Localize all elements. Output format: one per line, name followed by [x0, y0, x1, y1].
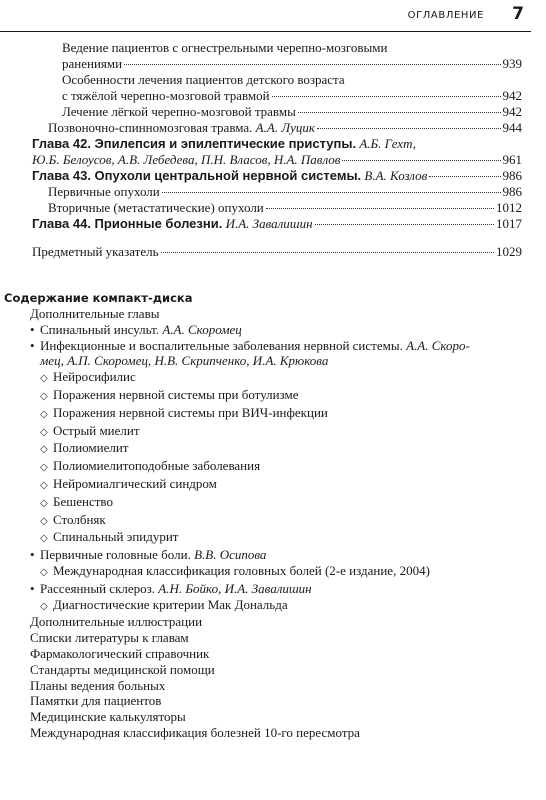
cd-subitem: ◇ Столбняк — [30, 512, 530, 530]
cd-contents-list — [30, 306, 530, 741]
cd-subitem: ◇ Спинальный эпидурит — [30, 529, 530, 547]
cd-tail-item: Списки литературы к главам — [30, 630, 189, 646]
cd-item-stroke: • Спинальный инсульт. А.А. Скоромец — [30, 321, 242, 337]
toc-entry-index — [32, 244, 522, 260]
chapter-title: Глава 44. Прионные болезни. — [32, 216, 223, 231]
toc-entry-text: Первичные опухоли — [48, 184, 160, 199]
toc-page-number: 1012 — [496, 200, 522, 215]
diamond-bullet-icon: ◇ — [40, 566, 48, 578]
header-rule — [0, 31, 531, 32]
cd-subitem: ◇ Диагностические критерии Мак Дональда — [30, 597, 530, 615]
toc-entry-secondary — [32, 200, 522, 216]
toc-page-number: 942 — [502, 104, 522, 119]
cd-tail-item: Международная классификация болезней 10-го пересмотра — [30, 724, 360, 740]
leader-dots — [124, 64, 500, 65]
leader-dots — [161, 252, 494, 253]
cd-tail-item: Планы ведения больных — [30, 677, 166, 693]
leader-dots — [272, 96, 501, 97]
diamond-bullet-icon: ◇ — [40, 390, 48, 402]
toc-page-number: 944 — [502, 120, 522, 135]
toc-entry-text: Лечение лёгкой черепно-мозговой травмы — [62, 104, 296, 119]
cd-item-ms: • Рассеянный склероз. А.Н. Бойко, И.А. Завалишин — [30, 580, 312, 596]
running-header-label: ОГЛАВЛЕНИЕ — [407, 10, 484, 21]
diamond-bullet-icon: ◇ — [40, 373, 48, 385]
cd-subitem: ◇ Поражения нервной системы при ВИЧ-инфекции — [30, 405, 530, 423]
diamond-bullet-icon: ◇ — [40, 462, 48, 474]
cd-subitem: ◇ Полиомиелит — [30, 440, 530, 458]
cd-author: А.А. Скоромец — [162, 321, 242, 337]
cd-author: А.Н. Бойко, И.А. Завалишин — [158, 580, 312, 596]
leader-dots — [429, 176, 500, 177]
cd-item-headache: • Первичные головные боли. В.В. Осипова — [30, 547, 267, 563]
toc-chapter-43 — [32, 168, 522, 184]
cd-author: В.В. Осипова — [194, 547, 267, 563]
cd-contents-heading: Содержание компакт-диска — [4, 291, 193, 305]
toc-entry-gunshot — [32, 40, 522, 72]
toc-page-number: 986 — [502, 168, 522, 183]
cd-author: А.А. Скоро- — [406, 337, 470, 353]
toc-author: В.А. Козлов — [364, 168, 428, 183]
toc-entry-spinal — [32, 120, 522, 136]
toc-page-number: 939 — [502, 56, 522, 71]
bullet-icon: • — [30, 547, 35, 563]
diamond-bullet-icon: ◇ — [40, 444, 48, 456]
toc-entry-text: Предметный указатель — [32, 244, 159, 259]
toc-entry-gunshot-line2: ранениями — [62, 56, 123, 71]
cd-subitem: ◇ Острый миелит — [30, 423, 530, 441]
cd-authors-continued: мец, А.П. Скоромец, Н.В. Скрипченко, И.А. Крюкова — [40, 353, 329, 369]
diamond-bullet-icon: ◇ — [40, 515, 48, 527]
toc-entry-primary — [32, 184, 522, 200]
chapter-title: Глава 43. Опухоли центральной нервной системы. — [32, 168, 362, 183]
cd-tail-item: Дополнительные иллюстрации — [30, 614, 203, 630]
toc-chapter-44 — [32, 216, 522, 232]
bullet-icon: • — [30, 321, 35, 337]
cd-subitem: ◇ Нейросифилис — [30, 369, 530, 387]
toc-entry-child-line2: с тяжёлой черепно-мозговой травмой — [62, 88, 270, 103]
leader-dots — [266, 208, 494, 209]
cd-subitem: ◇ Поражения нервной системы при ботулизме — [30, 387, 530, 405]
bullet-icon: • — [30, 337, 35, 353]
bullet-icon: • — [30, 580, 35, 596]
cd-item-infections: • Инфекционные и воспалительные заболевания нервной системы. А.А. Скоро- — [30, 337, 470, 353]
toc-page-number: 986 — [502, 184, 522, 199]
cd-subitem: ◇ Полиомиелитоподобные заболевания — [30, 458, 530, 476]
cd-subitem: ◇ Бешенство — [30, 494, 530, 512]
diamond-bullet-icon: ◇ — [40, 600, 48, 612]
leader-dots — [342, 160, 500, 161]
cd-subitem: ◇ Международная классификация головных болей (2-е издание, 2004) — [30, 563, 530, 581]
toc-chapter-42 — [32, 136, 522, 168]
toc-authors: Ю.Б. Белоусов, А.В. Лебедева, П.Н. Власов, Н.А. Павлов — [32, 152, 341, 167]
page-number: 7 — [512, 4, 524, 24]
toc-entry-child — [32, 72, 522, 104]
toc-entry-text: Вторичные (метастатические) опухоли — [48, 200, 264, 215]
cd-tail-item: Стандарты медицинской помощи — [30, 661, 215, 677]
cd-extra-chapters: Дополнительные главы — [30, 306, 160, 321]
toc-entry-text: Позвоночно-спинномозговая травма. — [48, 120, 253, 135]
chapter-title: Глава 42. Эпилепсия и эпилептические приступы. — [32, 136, 357, 151]
leader-dots — [298, 112, 501, 113]
toc-entry-gunshot-line1: Ведение пациентов с огнестрельными черепно-мозговыми — [62, 40, 388, 55]
leader-dots — [315, 224, 494, 225]
leader-dots — [317, 128, 501, 129]
diamond-bullet-icon: ◇ — [40, 479, 48, 491]
diamond-bullet-icon: ◇ — [40, 408, 48, 420]
cd-subitem: ◇ Нейромиалгический синдром — [30, 476, 530, 494]
table-of-contents — [32, 40, 522, 260]
toc-author: А.А. Луцик — [255, 120, 315, 135]
diamond-bullet-icon: ◇ — [40, 533, 48, 545]
cd-tail-item: Медицинские калькуляторы — [30, 709, 186, 725]
toc-page-number: 1017 — [496, 216, 522, 231]
toc-page-number: 942 — [502, 88, 522, 103]
diamond-bullet-icon: ◇ — [40, 497, 48, 509]
toc-author: И.А. Завалишин — [225, 216, 313, 231]
diamond-bullet-icon: ◇ — [40, 426, 48, 438]
toc-entry-child-line1: Особенности лечения пациентов детского возраста — [62, 72, 345, 87]
cd-tail-item: Памятки для пациентов — [30, 693, 162, 709]
toc-page-number: 1029 — [496, 244, 522, 259]
toc-author: А.Б. Гехт, — [359, 136, 417, 151]
leader-dots — [162, 192, 501, 193]
cd-tail-item: Фармакологический справочник — [30, 645, 210, 661]
toc-page-number: 961 — [502, 152, 522, 167]
toc-entry-mild — [32, 104, 522, 120]
